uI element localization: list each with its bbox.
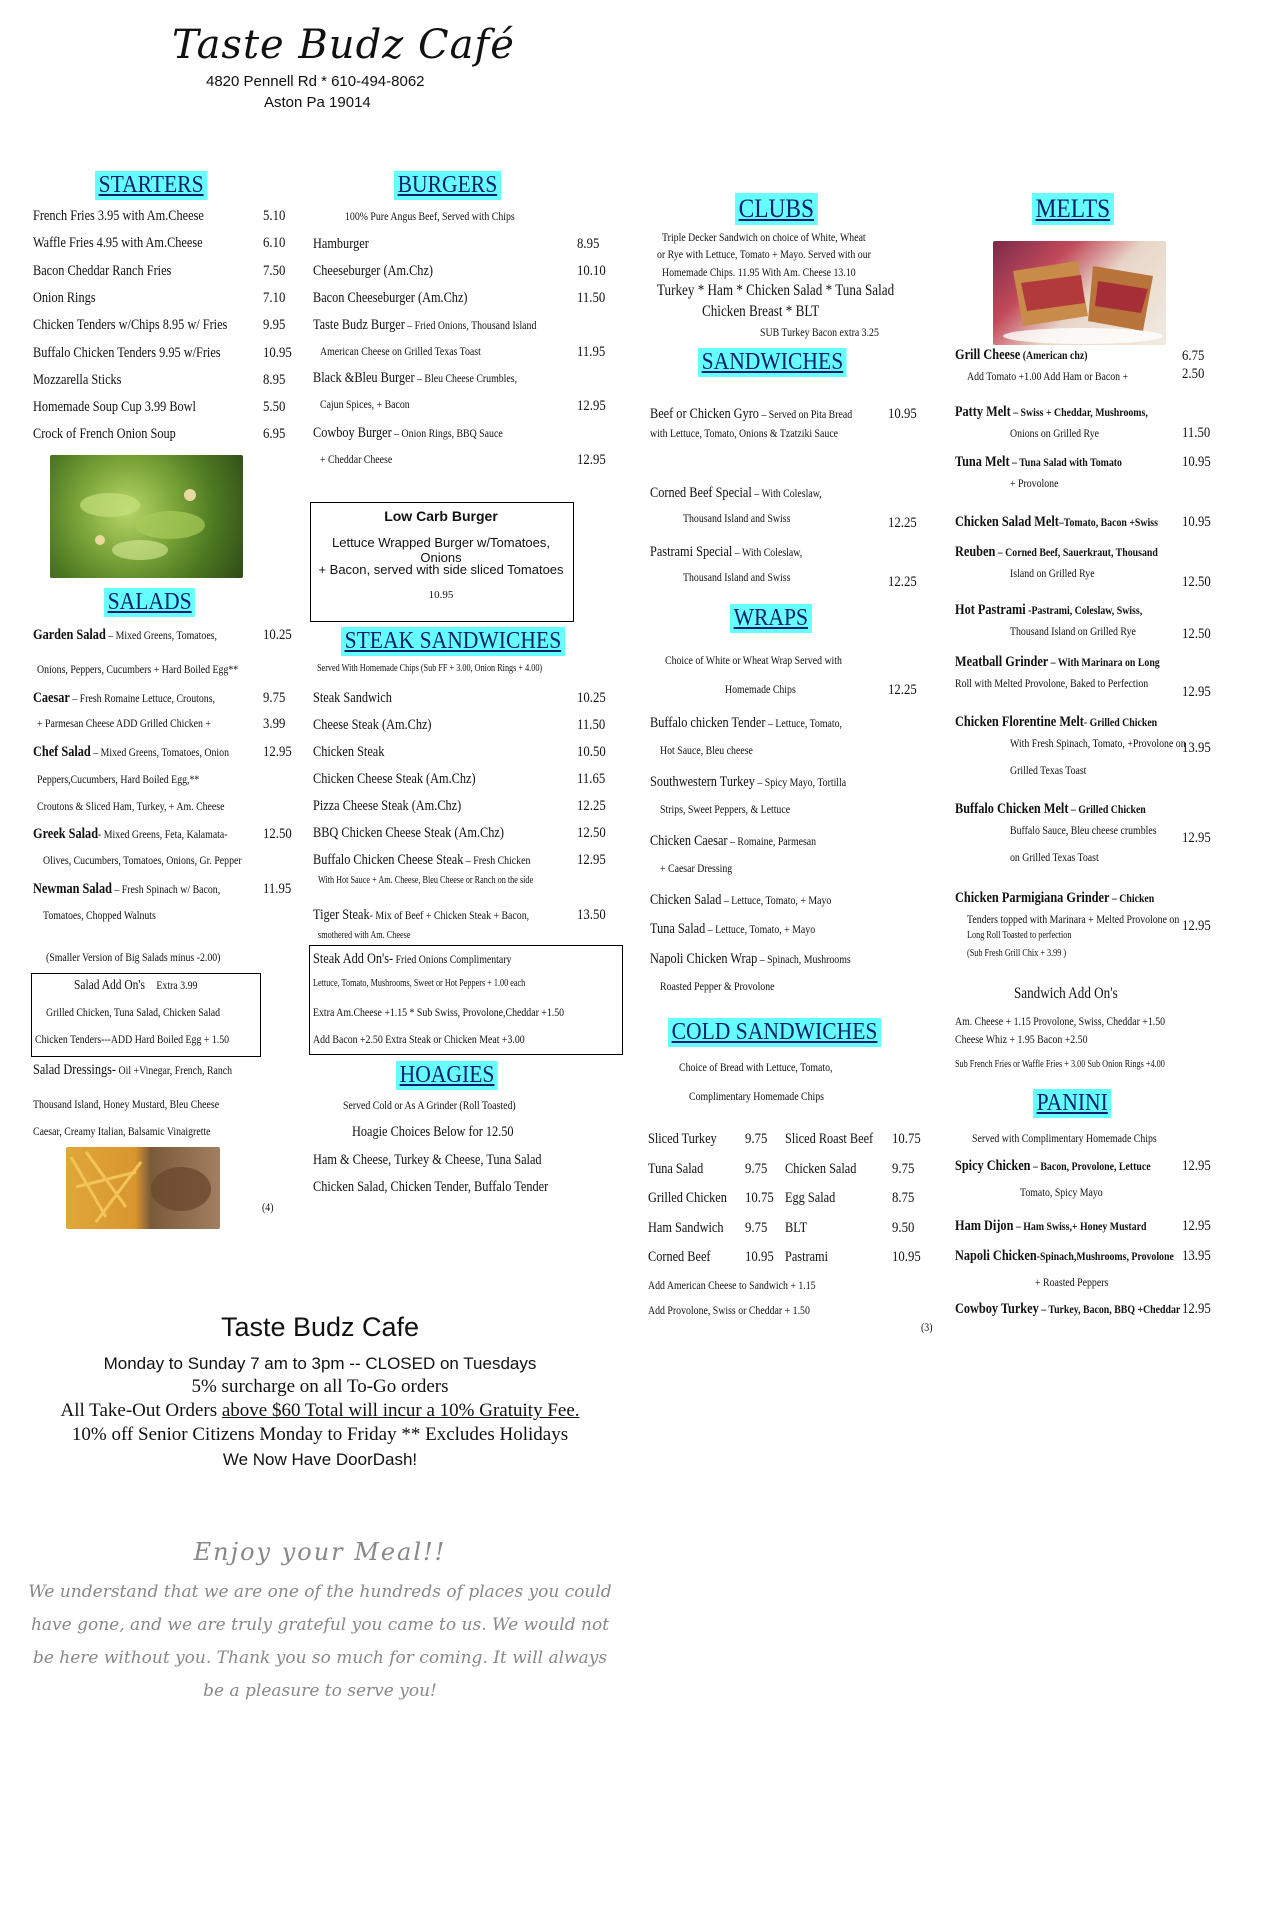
starter-price: 6.10 [263,235,286,252]
sandwich-addons-line3: Sub French Fries or Waffle Fries + 3.00 Sub Onion Rings +4.00 [955,1059,1165,1070]
thanks-line2: have gone, and we are truly grateful you came to us. We would not [30,1615,610,1635]
cold-item: Sliced Roast Beef [785,1131,874,1147]
starter-item: Waffle Fries 4.95 with Am.Cheese [33,235,203,252]
sandwich-price: 12.25 [888,515,917,531]
wraps-heading: WRAPS [730,604,812,633]
sandwich-item: Corned Beef Special – With Coleslaw, [650,485,822,501]
thanks-line4: be a pleasure to serve you! [203,1681,437,1701]
hoagies-line2: Hoagie Choices Below for 12.50 [352,1124,514,1140]
wrap-desc: + Caesar Dressing [660,861,733,875]
wrap-item: Tuna Salad – Lettuce, Tomato, + Mayo [650,921,816,937]
wrap-item: Napoli Chicken Wrap – Spinach, Mushrooms [650,951,851,967]
melt-price: 12.95 [1182,918,1211,934]
cold-line1: Choice of Bread with Lettuce, Tomato, [679,1060,833,1074]
caesar-addon: + Parmesan Cheese ADD Grilled Chicken + [37,716,211,730]
steak-desc: With Hot Sauce + Am. Cheese, Bleu Cheese or Ranch on the side [318,875,534,886]
panini-price: 12.95 [1182,1301,1211,1317]
wrap-item: Chicken Caesar – Romaine, Parmesan [650,833,817,849]
burgers-subtitle: 100% Pure Angus Beef, Served with Chips [345,209,515,223]
clubs-line2: or Rye with Lettuce, Tomato + Mayo. Served with our [657,247,871,261]
melt-item: Reuben – Corned Beef, Sauerkraut, Thousand [955,544,1158,560]
steak-addons-line1: Lettuce, Tomato, Mushrooms, Sweet or Hot Peppers + 1.00 each [313,978,526,989]
wraps-price: 12.25 [888,682,917,698]
hoagies-line4: Chicken Salad, Chicken Tender, Buffalo Tender [313,1179,549,1195]
burger-item: Taste Budz Burger – Fried Onions, Thousand Island [313,317,537,333]
cold-price: 10.75 [892,1131,921,1147]
sandwich-item: Pastrami Special – With Coleslaw, [650,544,803,560]
sandwich-price: 10.95 [888,406,917,422]
steak-item: Tiger Steak- Mix of Beef + Chicken Steak + Bacon, [313,907,530,923]
steak-price: 10.50 [577,744,606,760]
burger-item: Black &Bleu Burger – Bleu Cheese Crumbles, [313,370,518,386]
reuben-photo [993,241,1166,345]
cold-item: Grilled Chicken [648,1190,727,1206]
thanks-line3: be here without you. Thank you so much for coming. It will always [32,1648,608,1668]
cold-price: 9.75 [745,1219,768,1236]
panini-desc: + Roasted Peppers [1035,1275,1109,1289]
wraps-line1: Choice of White or Wheat Wrap Served with [665,653,842,667]
garden-salad: Garden Salad – Mixed Greens, Tomatoes, [33,627,217,643]
low-carb-title: Low Carb Burger [384,508,498,524]
cafe-logo: Taste Budz Café [172,22,515,68]
melt-desc: Island on Grilled Rye [1010,566,1095,580]
starter-item: Buffalo Chicken Tenders 9.95 w/Fries [33,344,221,361]
melt-desc: Onions on Grilled Rye [1010,426,1099,440]
starter-price: 5.10 [263,208,286,224]
steak-price: 12.50 [577,825,606,841]
clubs-line4: Turkey * Ham * Chicken Salad * Tuna Salad [657,282,895,299]
starter-item: Bacon Cheddar Ranch Fries [33,262,172,279]
burger-price: 11.50 [577,290,606,306]
cold-item: BLT [785,1219,808,1236]
steak-item: Chicken Steak [313,744,385,760]
melt-desc: (Sub Fresh Grill Chix + 3.99 ) [967,948,1067,959]
footer-senior: 10% off Senior Citizens Monday to Friday ** Excludes Holidays [71,1424,569,1445]
panini-item: Napoli Chicken-Spinach,Mushrooms, Provolone [955,1248,1174,1264]
melt-price: 12.50 [1182,626,1211,642]
cold-add1: Add American Cheese to Sandwich + 1.15 [648,1278,816,1292]
burger-price: 12.95 [577,398,606,414]
cold-item: Sliced Turkey [648,1131,717,1147]
burger-desc: American Cheese on Grilled Texas Toast [320,344,481,358]
steak-price: 12.95 [577,852,606,868]
salad-addons-title: Salad Add On's Extra 3.99 [74,978,198,993]
starter-price: 5.50 [263,399,286,416]
panini-heading: PANINI [1033,1089,1111,1118]
clubs-heading: CLUBS [735,193,818,225]
steak-price: 12.25 [577,798,606,814]
clubs-line5: Chicken Breast * BLT [702,303,820,320]
steak-addons-line2: Extra Am.Cheese +1.15 * Sub Swiss, Provolone,Cheddar +1.50 [313,1005,565,1019]
burgers-heading: BURGERS [394,171,501,200]
footer-hours: Monday to Sunday 7 am to 3pm -- CLOSED on Tuesdays [103,1354,537,1373]
melt-desc: + Provolone [1010,476,1059,490]
hoagies-line1: Served Cold or As A Grinder (Roll Toasted) [343,1098,516,1112]
greek-salad-price: 12.50 [263,826,292,842]
steak-subtitle: Served With Homemade Chips (Sub FF + 3.00, Onion Rings + 4.00) [317,663,543,674]
thanks-title: Enjoy your Meal!! [193,1538,447,1566]
cold-item: Tuna Salad [648,1160,704,1177]
burger-item: Cowboy Burger – Onion Rings, BBQ Sauce [313,425,503,441]
steak-item: Steak Sandwich [313,690,392,706]
steak-item: BBQ Chicken Cheese Steak (Am.Chz) [313,825,504,841]
melt-item: Hot Pastrami -Pastrami, Coleslaw, Swiss, [955,602,1143,618]
melt-desc: Roll with Melted Provolone, Baked to Perfection [955,676,1149,690]
cold-item: Corned Beef [648,1249,711,1265]
low-carb-line1: Lettuce Wrapped Burger w/Tomatoes, Onions [332,535,550,565]
cold-price: 8.75 [892,1190,915,1206]
cold-item: Chicken Salad [785,1160,857,1177]
cold-add2: Add Provolone, Swiss or Cheddar + 1.50 [648,1303,810,1317]
sandwich-price: 12.25 [888,574,917,590]
greek-salad: Greek Salad- Mixed Greens, Feta, Kalamata- [33,826,228,842]
melt-item: Patty Melt – Swiss + Cheddar, Mushrooms, [955,404,1148,420]
wraps-line2: Homemade Chips [725,682,796,696]
steak-addons-title: Steak Add On's- Fried Onions Complimentary [313,951,512,967]
salad-dressings-line3: Caesar, Creamy Italian, Balsamic Vinaigrette [33,1124,211,1138]
melt-desc: With Fresh Spinach, Tomato, +Provolone on [1010,736,1186,750]
cold-item: Pastrami [785,1249,829,1265]
caesar-salad: Caesar – Fresh Romaine Lettuce, Croutons, [33,690,216,706]
salad-dressings-line2: Thousand Island, Honey Mustard, Bleu Cheese [33,1097,220,1111]
starter-item: Crock of French Onion Soup [33,426,176,443]
steak-item: Cheese Steak (Am.Chz) [313,717,432,733]
address-line1: 4820 Pennell Rd * 610-494-8062 [206,73,425,90]
melt-item: Tuna Melt – Tuna Salad with Tomato [955,454,1122,470]
steak-price: 11.65 [577,771,606,787]
melts-heading: MELTS [1032,193,1114,225]
burger-price: 10.10 [577,263,606,279]
starter-item: Mozzarella Sticks [33,371,122,388]
salads-heading: SALADS [104,588,195,617]
steak-heading: STEAK SANDWICHES [341,627,565,656]
caesar-addon-price: 3.99 [263,716,286,732]
clubs-line6: SUB Turkey Bacon extra 3.25 [760,325,879,339]
melt-item: Buffalo Chicken Melt – Grilled Chicken [955,801,1146,817]
sandwich-addons-line1: Am. Cheese + 1.15 Provolone, Swiss, Cheddar +1.50 [955,1014,1166,1028]
starter-price: 9.95 [263,317,286,334]
newman-salad: Newman Salad – Fresh Spinach w/ Bacon, [33,881,221,897]
chef-salad-price: 12.95 [263,744,292,760]
starter-price: 7.10 [263,289,286,306]
melt-desc: Tenders topped with Marinara + Melted Provolone on [967,912,1180,926]
footer-name: Taste Budz Cafe [220,1312,420,1342]
cold-price: 10.95 [745,1249,774,1265]
wrap-item: Chicken Salad – Lettuce, Tomato, + Mayo [650,892,832,908]
page-number-4: (4) [262,1200,274,1214]
sandwich-addons-title: Sandwich Add On's [1014,985,1118,1002]
sandwich-desc: Thousand Island and Swiss [683,570,791,584]
steak-price: 10.25 [577,690,606,706]
melt-price: 13.95 [1182,740,1211,756]
panini-price: 13.95 [1182,1248,1211,1264]
steak-item: Buffalo Chicken Cheese Steak – Fresh Chicken [313,852,531,868]
steak-addons-line3: Add Bacon +2.50 Extra Steak or Chicken Meat +3.00 [313,1032,525,1046]
chef-salad: Chef Salad – Mixed Greens, Tomatoes, Onion [33,744,230,760]
panini-subtitle: Served with Complimentary Homemade Chips [972,1131,1157,1145]
melt-price: 12.95 [1182,830,1211,846]
burger-price: 12.95 [577,452,606,468]
garden-salad-price: 10.25 [263,627,292,643]
clubs-line1: Triple Decker Sandwich on choice of White, Wheat [662,230,866,244]
melt-item: Chicken Florentine Melt- Grilled Chicken [955,714,1158,730]
caesar-salad-price: 9.75 [263,690,286,706]
melt-desc: Buffalo Sauce, Bleu cheese crumbles [1010,823,1157,837]
steak-price: 11.50 [577,717,606,733]
melt-price: 12.50 [1182,574,1211,590]
melt-item: Chicken Parmigiana Grinder – Chicken [955,890,1155,906]
starters-heading: STARTERS [95,171,207,200]
sandwich-item: Beef or Chicken Gyro – Served on Pita Bread [650,406,853,422]
cold-price: 9.75 [745,1131,768,1147]
hoagies-line3: Ham & Cheese, Turkey & Cheese, Tuna Salad [313,1152,542,1168]
cold-price: 9.50 [892,1219,915,1236]
garden-salad-desc: Onions, Peppers, Cucumbers + Hard Boiled Egg** [37,662,239,676]
melt-price: 10.95 [1182,454,1211,470]
melt-desc: on Grilled Texas Toast [1010,850,1099,864]
panini-price: 12.95 [1182,1158,1211,1174]
starter-price: 6.95 [263,426,286,443]
burger-price: 8.95 [577,236,600,252]
melt-desc: Long Roll Toasted to perfection [967,930,1072,941]
page-number-3: (3) [921,1320,933,1334]
burger-item: Hamburger [313,236,369,252]
salad-photo [50,455,243,578]
cold-price: 9.75 [892,1160,915,1177]
wrap-desc: Hot Sauce, Bleu cheese [660,743,753,757]
footer-gratuity: All Take-Out Orders above $60 Total will incur a 10% Gratuity Fee. [60,1400,580,1421]
sandwiches-heading: SANDWICHES [698,348,847,377]
cold-price: 10.75 [745,1190,774,1206]
salad-addons-line1: Grilled Chicken, Tuna Salad, Chicken Salad [46,1005,221,1019]
burger-item: Bacon Cheeseburger (Am.Chz) [313,290,468,306]
melt-price: 2.50 [1182,366,1205,382]
steak-price: 13.50 [577,907,606,923]
starter-item: Homemade Soup Cup 3.99 Bowl [33,399,196,416]
wrap-item: Southwestern Turkey – Spicy Mayo, Tortilla [650,774,847,790]
cold-heading: COLD SANDWICHES [668,1018,881,1047]
hoagies-heading: HOAGIES [396,1061,498,1090]
thanks-line1: We understand that we are one of the hundreds of places you could [28,1582,612,1602]
cold-item: Ham Sandwich [648,1219,724,1236]
burger-desc: Cajun Spices, + Bacon [320,397,410,411]
panini-item: Ham Dijon – Ham Swiss,+ Honey Mustard [955,1218,1147,1234]
newman-salad-desc: Tomatoes, Chopped Walnuts [43,908,156,922]
wrap-desc: Strips, Sweet Peppers, & Lettuce [660,802,791,816]
footer-doordash: We Now Have DoorDash! [222,1450,418,1469]
low-carb-price: 10.95 [428,589,454,601]
panini-desc: Tomato, Spicy Mayo [1020,1185,1103,1199]
steak-item: Chicken Cheese Steak (Am.Chz) [313,771,476,787]
melt-price: 10.95 [1182,514,1211,530]
salad-addons-line2: Chicken Tenders---ADD Hard Boiled Egg + 1.50 [35,1032,230,1046]
chef-salad-desc2: Peppers,Cucumbers, Hard Boiled Egg,** [37,772,200,786]
address-line2: Aston Pa 19014 [264,94,371,111]
starter-price: 8.95 [263,371,286,388]
starter-item: Onion Rings [33,289,96,306]
melt-item: Grill Cheese (American chz) [955,347,1088,363]
panini-item: Cowboy Turkey – Turkey, Bacon, BBQ +Cheddar [955,1301,1181,1317]
wrap-item: Buffalo chicken Tender – Lettuce, Tomato, [650,715,842,731]
greek-salad-desc: Olives, Cucumbers, Tomatoes, Onions, Gr. Pepper [43,853,242,867]
smaller-salad-note: (Smaller Version of Big Salads minus -2.00) [46,950,221,964]
sandwich-desc: with Lettuce, Tomato, Onions & Tzatziki Sauce [650,426,839,440]
newman-salad-price: 11.95 [263,881,292,897]
melt-item: Meatball Grinder – With Marinara on Long [955,654,1160,670]
starter-price: 7.50 [263,262,286,279]
panini-item: Spicy Chicken – Bacon, Provolone, Lettuce [955,1158,1151,1174]
fries-photo [66,1147,220,1229]
steak-desc: smothered with Am. Cheese [318,930,411,941]
burger-price: 11.95 [577,344,606,360]
clubs-line3: Homemade Chips. 11.95 With Am. Cheese 13.10 [662,265,856,279]
starter-item: Chicken Tenders w/Chips 8.95 w/ Fries [33,317,228,334]
chef-salad-desc3: Croutons & Sliced Ham, Turkey, + Am. Cheese [37,799,225,813]
starter-item: French Fries 3.95 with Am.Cheese [33,208,204,224]
sandwich-desc: Thousand Island and Swiss [683,511,791,525]
panini-price: 12.95 [1182,1218,1211,1234]
cold-price: 9.75 [745,1160,768,1177]
melt-price: 11.50 [1182,425,1211,441]
melt-price: 12.95 [1182,684,1211,700]
sandwich-addons-line2: Cheese Whiz + 1.95 Bacon +2.50 [955,1032,1088,1046]
wrap-desc: Roasted Pepper & Provolone [660,979,775,993]
cold-item: Egg Salad [785,1190,836,1206]
cold-price: 10.95 [892,1249,921,1265]
melt-item: Chicken Salad Melt–Tomato, Bacon +Swiss [955,514,1158,530]
melt-desc: Thousand Island on Grilled Rye [1010,624,1136,638]
melt-price: 6.75 [1182,348,1205,364]
cold-line2: Complimentary Homemade Chips [689,1089,825,1103]
steak-item: Pizza Cheese Steak (Am.Chz) [313,798,462,814]
low-carb-line2: + Bacon, served with side sliced Tomatoes [318,562,564,577]
melt-desc: Grilled Texas Toast [1010,763,1087,777]
burger-desc: + Cheddar Cheese [320,452,393,466]
burger-item: Cheeseburger (Am.Chz) [313,263,434,279]
footer-surcharge: 5% surcharge on all To-Go orders [191,1376,449,1397]
melt-desc: Add Tomato +1.00 Add Ham or Bacon + [967,369,1129,383]
salad-dressings: Salad Dressings- Oil +Vinegar, French, Ranch [33,1062,233,1078]
starter-price: 10.95 [263,344,292,361]
